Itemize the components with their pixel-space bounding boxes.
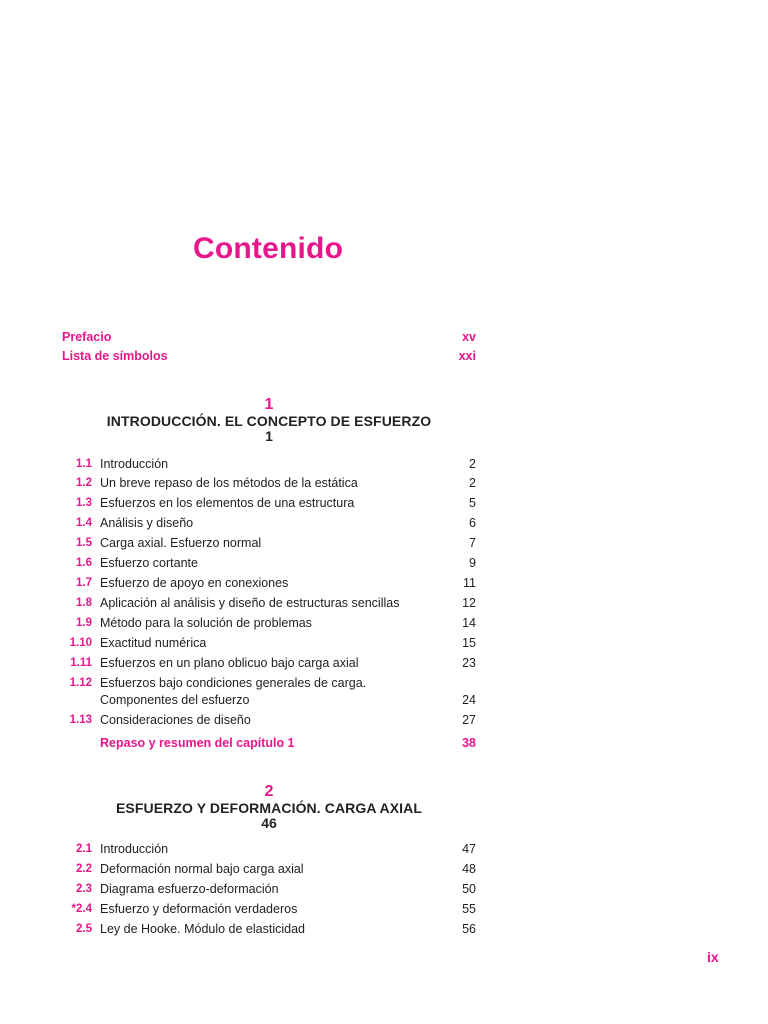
section-number: 2.1 xyxy=(76,843,92,855)
section-number: 1.6 xyxy=(76,557,92,569)
section-page: 47 xyxy=(462,842,476,856)
section-page: 27 xyxy=(462,713,476,727)
section-title: Esfuerzos bajo condiciones generales de carga. xyxy=(100,676,367,690)
section-number: 2.3 xyxy=(76,883,92,895)
section-title: Esfuerzo y deformación verdaderos xyxy=(100,902,298,916)
section-number: *2.4 xyxy=(71,903,92,915)
page-title: Contenido xyxy=(193,232,344,265)
section-title: Esfuerzos en un plano oblicuo bajo carga axial xyxy=(100,656,359,670)
section-title: Introducción xyxy=(100,842,169,856)
chapter-number: 1 xyxy=(264,396,274,413)
chapter-number: 2 xyxy=(264,783,274,800)
section-number: 1.5 xyxy=(76,537,92,549)
chapter-1-heading[interactable] xyxy=(62,397,476,443)
review-label: Repaso y resumen del capítulo 1 xyxy=(100,736,295,750)
chapter-page: 1 xyxy=(265,428,273,444)
section-number: 1.4 xyxy=(76,517,92,529)
chapter-page: 46 xyxy=(261,815,277,831)
section-number: 1.13 xyxy=(69,714,92,726)
section-page: 56 xyxy=(462,922,476,936)
section-title: Consideraciones de diseño xyxy=(100,713,251,727)
section-title: Aplicación al análisis y diseño de estructuras sencillas xyxy=(100,596,400,610)
section-title: Exactitud numérica xyxy=(100,636,207,650)
section-number: 1.10 xyxy=(69,637,92,649)
section-page: 55 xyxy=(462,902,476,916)
section-title-line2: Componentes del esfuerzo xyxy=(100,693,250,707)
section-title: Carga axial. Esfuerzo normal xyxy=(100,536,262,550)
section-page: 15 xyxy=(462,636,476,650)
section-number: 1.8 xyxy=(76,597,92,609)
toc-front-page: xxi xyxy=(458,349,476,363)
section-number: 1.2 xyxy=(76,477,92,489)
chapter-1-review[interactable] xyxy=(100,736,476,753)
section-number: 1.9 xyxy=(76,617,92,629)
section-page: 9 xyxy=(469,556,476,570)
toc-front-page: xv xyxy=(462,330,476,344)
section-page: 5 xyxy=(469,496,476,510)
toc-front-prefacio[interactable] xyxy=(62,330,476,348)
section-page: 14 xyxy=(462,616,476,630)
toc-front-lista-simbolos[interactable] xyxy=(62,349,476,367)
toc-front-label: Lista de símbolos xyxy=(62,349,168,363)
section-page: 24 xyxy=(462,693,476,707)
chapter-title: ESFUERZO Y DEFORMACIÓN. CARGA AXIAL xyxy=(115,800,423,816)
section-page: 48 xyxy=(462,862,476,876)
section-title: Un breve repaso de los métodos de la estática xyxy=(100,476,358,490)
section-page: 50 xyxy=(462,882,476,896)
page-folio: ix xyxy=(707,949,719,965)
section-title: Introducción xyxy=(100,457,169,471)
section-page: 6 xyxy=(469,516,476,530)
toc-front-label: Prefacio xyxy=(62,330,112,344)
section-title: Diagrama esfuerzo-deformación xyxy=(100,882,279,896)
section-title: Ley de Hooke. Módulo de elasticidad xyxy=(100,922,305,936)
section-number: 1.3 xyxy=(76,497,92,509)
section-number: 1.1 xyxy=(76,458,92,470)
chapter-title: INTRODUCCIÓN. EL CONCEPTO DE ESFUERZO xyxy=(106,413,432,429)
section-page: 7 xyxy=(469,536,476,550)
review-page: 38 xyxy=(462,736,476,750)
section-title: Método para la solución de problemas xyxy=(100,616,312,630)
section-number: 2.2 xyxy=(76,863,92,875)
section-title: Análisis y diseño xyxy=(100,516,194,530)
section-title: Esfuerzo de apoyo en conexiones xyxy=(100,576,289,590)
section-title: Deformación normal bajo carga axial xyxy=(100,862,304,876)
section-page: 2 xyxy=(469,476,476,490)
section-page: 11 xyxy=(463,576,476,590)
section-number: 1.11 xyxy=(70,657,92,669)
chapter-2-heading[interactable] xyxy=(62,784,476,830)
section-title: Esfuerzo cortante xyxy=(100,556,198,570)
section-number: 2.5 xyxy=(76,923,92,935)
section-page: 2 xyxy=(469,457,476,471)
section-title: Esfuerzos en los elementos de una estructura xyxy=(100,496,355,510)
section-page: 23 xyxy=(462,656,476,670)
section-page: 12 xyxy=(462,596,476,610)
section-number: 1.7 xyxy=(76,577,92,589)
section-number: 1.12 xyxy=(69,677,92,689)
